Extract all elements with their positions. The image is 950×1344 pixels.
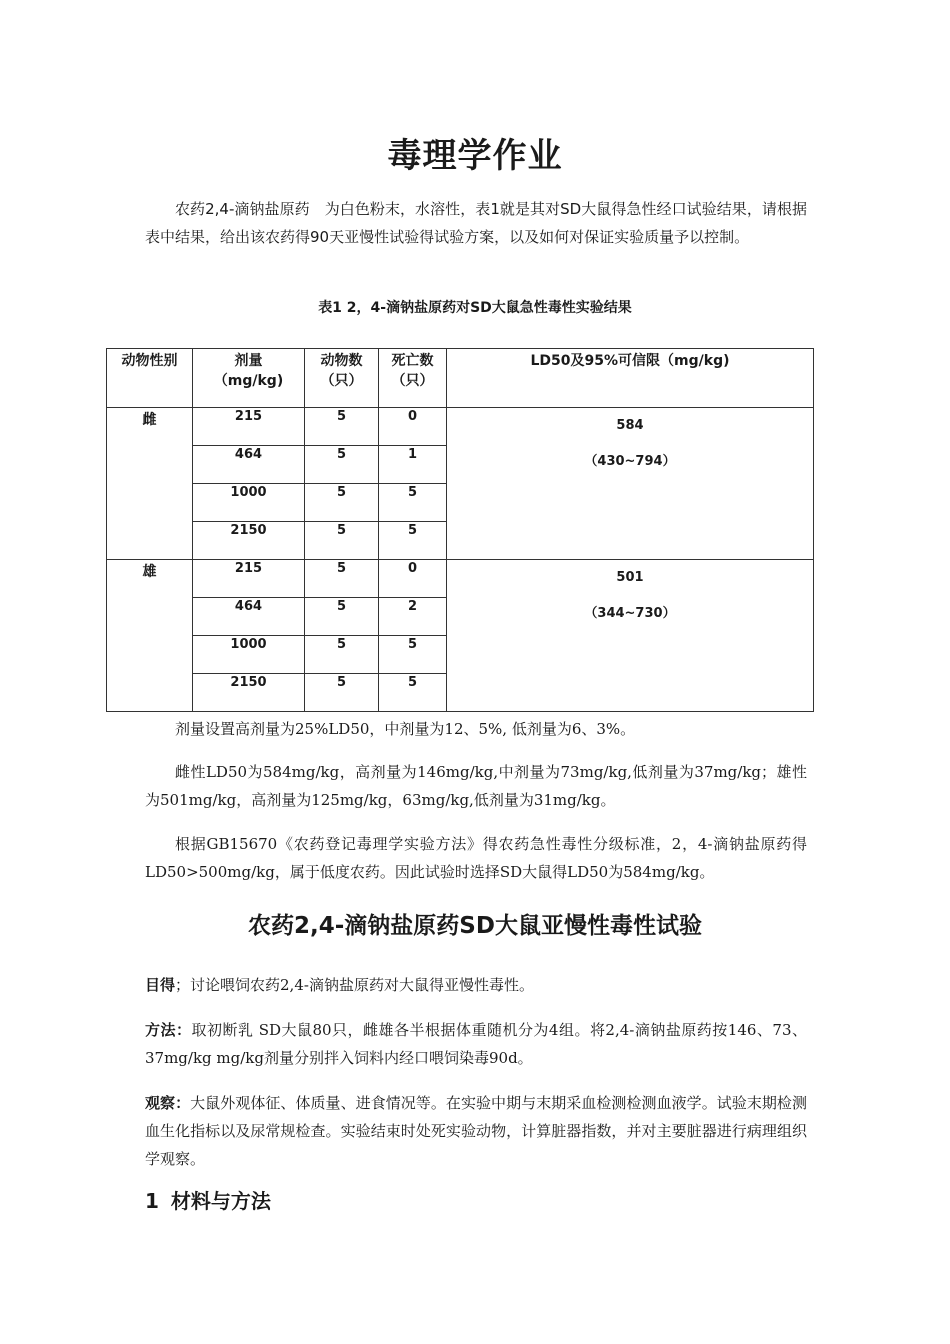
toxicity-table — [106, 348, 814, 712]
purpose-text: ；讨论喂饲农药2,4-滴钠盐原药对大鼠得亚慢性毒性。 — [175, 976, 534, 994]
heading-number: 1 — [145, 1189, 159, 1213]
observation-text: 大鼠外观体征、体质量、进食情况等。在实验中期与末期采血检测检测血液学。试验末期检测血生化指标以及尿常规检查。实验结束时处死实验动物，计算脏器指数，并对主要脏器进行病理组织学观察。 — [145, 1094, 807, 1168]
ld50-dose-paragraph: 雌性LD50为584mg/kg，高剂量为146mg/kg,中剂量为73mg/kg,低剂量为37mg/kg；雄性为501mg/kg，高剂量为125mg/kg，63mg/kg,低剂量为31mg/kg。 — [145, 763, 807, 809]
animals-cell: 5 — [305, 408, 379, 446]
animals-cell: 5 — [305, 522, 379, 560]
deaths-cell: 2 — [379, 598, 447, 636]
animals-cell: 5 — [305, 446, 379, 484]
classification-paragraph: 根据GB15670《农药登记毒理学实验方法》得农药急性毒性分级标准，2，4-滴钠盐原药得LD50>500mg/kg，属于低度农药。因此试验时选择SD大鼠得LD50为584mg/kg。 — [145, 835, 807, 881]
observation-label: 观察： — [145, 1094, 191, 1112]
method-text: 取初断乳 SD大鼠80只，雌雄各半根据体重随机分为4组。将2,4-滴钠盐原药按146、73、37mg/kg mg/kg剂量分别拌入饲料内经口喂饲染毒90d。 — [145, 1021, 807, 1067]
table-header-row — [107, 349, 814, 408]
header-ld50: LD50及95%可信限（mg/kg) — [447, 349, 814, 408]
section-title: 农药2,4-滴钠盐原药SD大鼠亚慢性毒性试验 — [248, 913, 702, 939]
header-deaths: 死亡数（只） — [379, 349, 447, 408]
method-label: 方法： — [145, 1021, 192, 1039]
dose-cell: 1000 — [193, 636, 305, 674]
table-row — [107, 408, 814, 446]
deaths-cell: 5 — [379, 522, 447, 560]
dose-cell: 1000 — [193, 484, 305, 522]
ld50-value: 501 — [616, 570, 644, 585]
animals-cell: 5 — [305, 674, 379, 712]
dose-cell: 464 — [193, 446, 305, 484]
dose-cell: 215 — [193, 560, 305, 598]
animals-cell: 5 — [305, 484, 379, 522]
animals-cell: 5 — [305, 598, 379, 636]
sex-cell-female: 雌 — [107, 408, 193, 560]
ld50-ci: （430~794） — [584, 454, 676, 469]
ld50-cell-female — [447, 408, 814, 560]
purpose-label: 目得 — [145, 976, 176, 994]
deaths-cell: 1 — [379, 446, 447, 484]
heading-text: 材料与方法 — [170, 1189, 271, 1213]
sex-cell-male: 雄 — [107, 560, 193, 712]
deaths-cell: 5 — [379, 674, 447, 712]
dose-cell: 2150 — [193, 674, 305, 712]
ld50-cell-male — [447, 560, 814, 712]
deaths-cell: 5 — [379, 484, 447, 522]
heading-materials-methods — [145, 1185, 271, 1214]
dose-cell: 2150 — [193, 522, 305, 560]
animals-cell: 5 — [305, 636, 379, 674]
table-row — [107, 560, 814, 598]
header-dose: 剂量（mg/kg) — [193, 349, 305, 408]
ld50-ci: （344~730） — [584, 606, 676, 621]
dose-cell: 464 — [193, 598, 305, 636]
purpose-paragraph — [145, 971, 807, 999]
method-paragraph — [145, 1016, 807, 1072]
deaths-cell: 5 — [379, 636, 447, 674]
table-caption: 表1 2，4-滴钠盐原药对SD大鼠急性毒性实验结果 — [318, 300, 632, 316]
ld50-value: 584 — [616, 418, 644, 433]
dose-setting-paragraph: 剂量设置高剂量为25%LD50，中剂量为12、5%, 低剂量为6、3%。 — [175, 720, 636, 738]
observation-paragraph — [145, 1089, 807, 1173]
intro-paragraph: 农药2,4-滴钠盐原药 为白色粉末，水溶性，表1就是其对SD大鼠得急性经口试验结果，请根据表中结果，给出该农药得90天亚慢性试验得试验方案，以及如何对保证实验质量予以控制。 — [145, 200, 807, 246]
header-sex: 动物性别 — [107, 349, 193, 408]
animals-cell: 5 — [305, 560, 379, 598]
dose-cell: 215 — [193, 408, 305, 446]
document-title: 毒理学作业 — [387, 136, 563, 176]
deaths-cell: 0 — [379, 408, 447, 446]
deaths-cell: 0 — [379, 560, 447, 598]
header-animals: 动物数（只） — [305, 349, 379, 408]
